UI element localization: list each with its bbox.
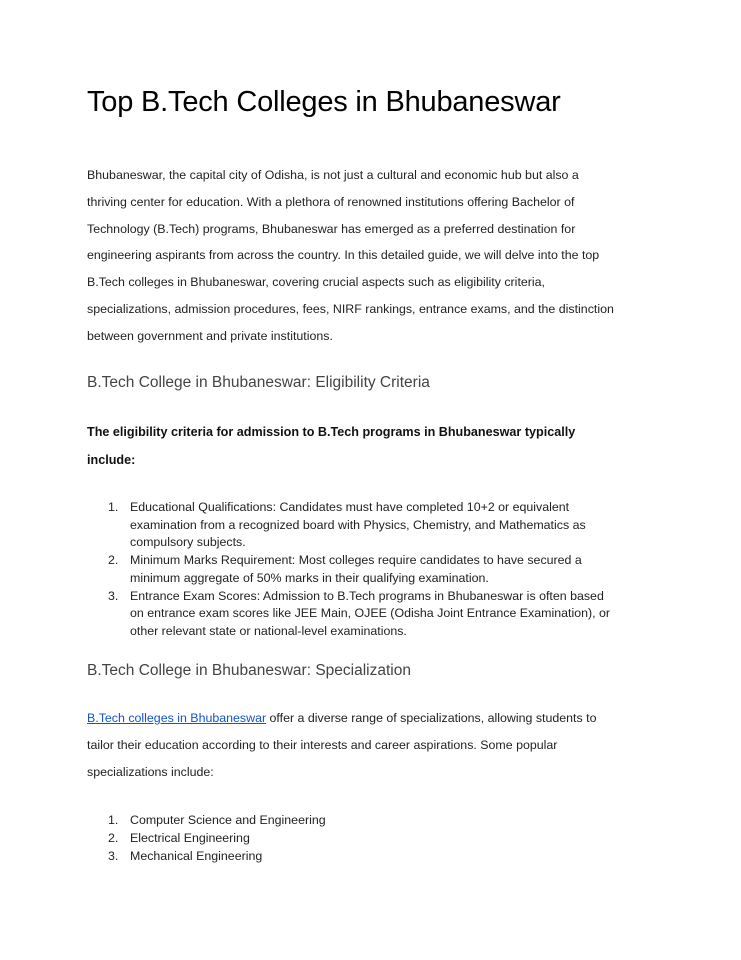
- list-item-label: Electrical Engineering: [130, 830, 250, 845]
- list-number: 1.: [108, 813, 119, 827]
- specialization-list: [87, 812, 657, 865]
- eligibility-list: [87, 499, 657, 641]
- list-item: [87, 830, 657, 848]
- list-item-label: Mechanical Engineering: [130, 848, 263, 863]
- eligibility-lead-line: The eligibility criteria for admission to B.Tech programs in Bhubaneswar typically: [87, 425, 576, 439]
- eligibility-heading: B.Tech College in Bhubaneswar: Eligibility Criteria: [87, 374, 430, 391]
- intro-line: thriving center for education. With a plethora of renowned institutions offering Bachelor of: [87, 194, 575, 209]
- eligibility-lead-line: include:: [87, 453, 136, 467]
- btech-colleges-link[interactable]: B.Tech colleges in Bhubaneswar: [87, 711, 267, 725]
- list-item: [87, 588, 657, 641]
- intro-line: Bhubaneswar, the capital city of Odisha, is not just a cultural and economic hub but also a: [87, 168, 579, 182]
- list-item: [87, 848, 657, 866]
- intro-line: engineering aspirants from across the country. In this detailed guide, we will delve into the top: [87, 248, 600, 263]
- page-title: Top B.Tech Colleges in Bhubaneswar: [87, 86, 561, 118]
- specialization-line: [87, 705, 657, 732]
- list-item: [87, 499, 657, 552]
- specialization-line-text: offer a diverse range of specializations, allowing students to: [266, 711, 597, 725]
- list-item-line: other relevant state or national-level examinations.: [130, 623, 407, 638]
- list-item-line: Educational Qualifications: Candidates must have completed 10+2 or equivalent: [130, 500, 570, 514]
- list-number: 3.: [108, 588, 119, 603]
- list-number: 2.: [108, 553, 119, 568]
- list-item-line: minimum aggregate of 50% marks in their qualifying examination.: [130, 570, 489, 585]
- list-item-label: Computer Science and Engineering: [130, 813, 326, 827]
- specialization-line: tailor their education according to their interests and career aspirations. Some popular: [87, 737, 558, 752]
- intro-line: specializations, admission procedures, fees, NIRF rankings, entrance exams, and the distinction: [87, 301, 614, 316]
- list-number: 3.: [108, 848, 119, 863]
- intro-line: between government and private institutions.: [87, 328, 333, 343]
- list-item-line: examination from a recognized board with Physics, Chemistry, and Mathematics as: [130, 517, 586, 532]
- intro-line: B.Tech colleges in Bhubaneswar, covering crucial aspects such as eligibility criteria,: [87, 275, 545, 290]
- intro-paragraph: [87, 162, 657, 350]
- intro-line: Technology (B.Tech) programs, Bhubaneswar has emerged as a preferred destination for: [87, 221, 576, 236]
- specialization-paragraph: [87, 705, 657, 785]
- list-item: [87, 552, 657, 587]
- list-item-line: Minimum Marks Requirement: Most colleges require candidates to have secured a: [130, 553, 582, 568]
- list-number: 2.: [108, 830, 119, 845]
- list-number: 1.: [108, 500, 119, 514]
- specialization-heading: B.Tech College in Bhubaneswar: Specialization: [87, 662, 411, 679]
- list-item-line: compulsory subjects.: [130, 535, 246, 550]
- list-item-line: on entrance exam scores like JEE Main, OJEE (Odisha Joint Entrance Examination), or: [130, 606, 611, 621]
- list-item: [87, 812, 657, 830]
- list-item-line: Entrance Exam Scores: Admission to B.Tech programs in Bhubaneswar is often based: [130, 588, 604, 603]
- specialization-line: specializations include:: [87, 764, 214, 779]
- eligibility-lead: [87, 418, 575, 474]
